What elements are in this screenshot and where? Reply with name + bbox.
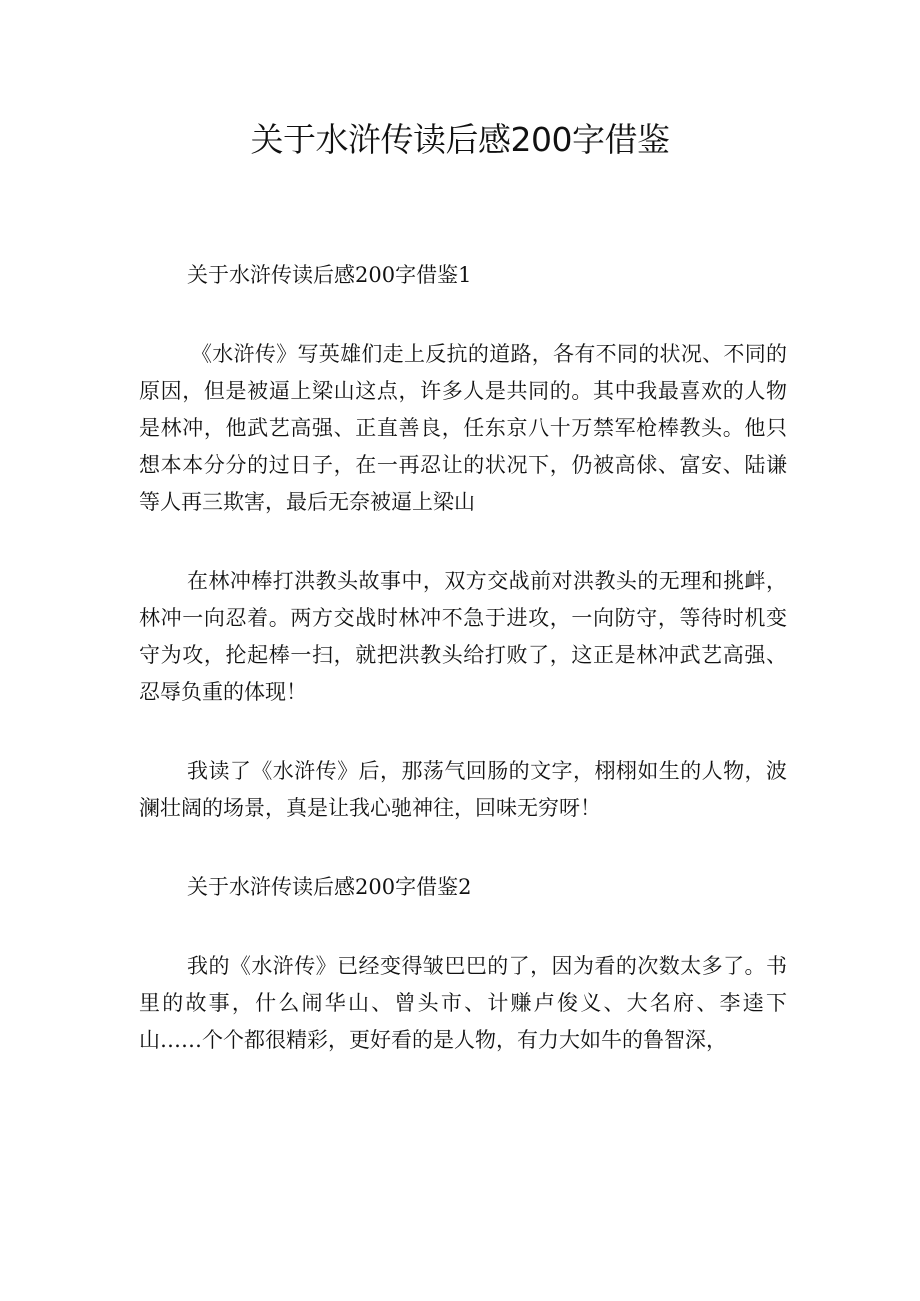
paragraph-4: 我的《水浒传》已经变得皱巴巴的了，因为看的次数太多了。书里的故事，什么闹华山、曾头市、计赚卢俊义、大名府、李逵下山……个个都很精彩，更好看的是人物，有力大如牛的鲁智深， (139, 954, 787, 1052)
document-title: 关于水浒传读后感200字借鉴 (250, 120, 670, 159)
paragraph-1: 《水浒传》写英雄们走上反抗的道路，各有不同的状况、不同的原因，但是被逼上梁山这点，许多人是共同的。其中我最喜欢的人物是林冲，他武艺高强、正直善良，任东京八十万禁军枪棒教头。他只想本本分分的过日子，在一再忍让的状况下，仍被高俅、富安、陆谦等人再三欺害，最后无奈被逼上梁山 (139, 342, 787, 514)
paragraph-3: 我读了《水浒传》后，那荡气回肠的文字，栩栩如生的人物，波澜壮阔的场景，真是让我心驰神往，回味无穷呀！ (139, 759, 787, 820)
section-heading-2: 关于水浒传读后感200字借鉴2 (187, 875, 472, 899)
paragraph-2: 在林冲棒打洪教头故事中，双方交战前对洪教头的无理和挑衅，林冲一向忍着。两方交战时林冲不急于进攻，一向防守，等待时机变守为攻，抡起棒一扫，就把洪教头给打败了，这正是林冲武艺高强、忍辱负重的体现！ (139, 569, 787, 704)
document-body (139, 257, 787, 1101)
section-heading-1: 关于水浒传读后感200字借鉴1 (187, 263, 472, 287)
